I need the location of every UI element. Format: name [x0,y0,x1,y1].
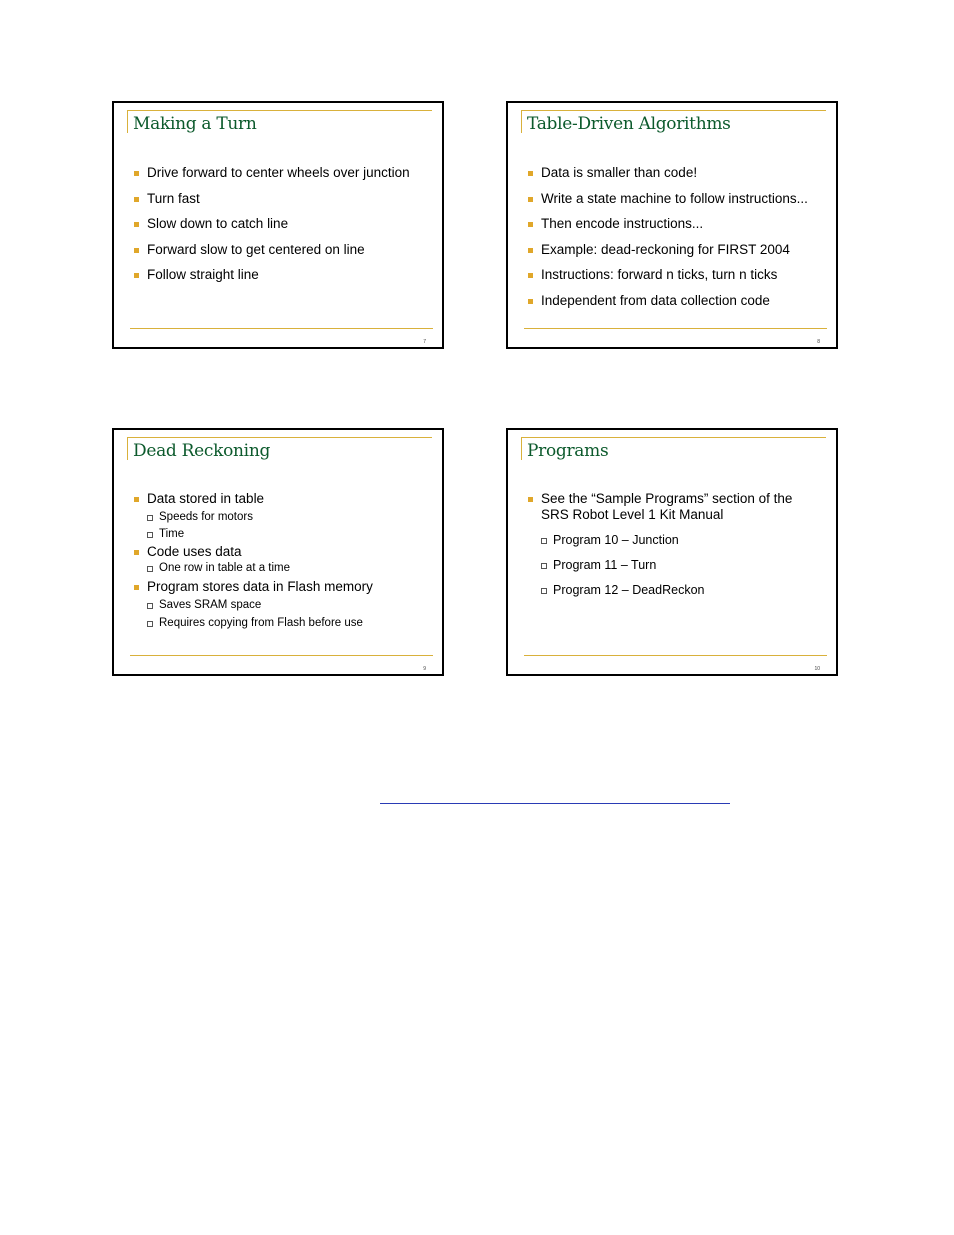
list-item: Example: dead-reckoning for FIRST 2004 [528,242,808,258]
list-item: Code uses data One row in table at a time [134,544,373,576]
title-rule [127,110,432,111]
hollow-square-bullet-icon [541,538,547,544]
bullet-square-icon [134,248,139,253]
bullet-square-icon [134,197,139,202]
sub-list-item: Time [147,527,373,542]
page-number: 9 [423,666,426,672]
sub-list [147,561,373,576]
hollow-square-bullet-icon [147,566,153,572]
sub-list [147,510,373,542]
sub-list-item: Program 12 – DeadReckon [541,583,792,598]
notes-line [380,803,730,804]
title-rule-vertical [127,437,128,460]
title-rule [127,437,432,438]
sub-list [147,598,373,631]
bullet-square-icon [528,222,533,227]
hollow-square-bullet-icon [541,588,547,594]
bullet-square-icon [134,585,139,590]
hollow-square-bullet-icon [147,603,153,609]
page-number: 7 [423,339,426,345]
footer-rule [524,655,827,656]
hollow-square-bullet-icon [147,515,153,521]
bullet-square-icon [528,497,533,502]
bullet-list [134,491,373,631]
hollow-square-bullet-icon [541,563,547,569]
sub-list-item: Program 11 – Turn [541,558,792,573]
title-rule-vertical [127,110,128,133]
title-rule-vertical [521,437,522,460]
list-item: Data is smaller than code! [528,165,808,181]
title-rule [521,110,826,111]
slide-title: Table-Driven Algorithms [527,114,731,134]
bullet-square-icon [528,299,533,304]
list-item: Forward slow to get centered on line [134,242,410,258]
list-item: Drive forward to center wheels over junction [134,165,410,181]
footer-rule [130,655,433,656]
bullet-list [528,491,792,598]
bullet-list [528,165,808,309]
bullet-square-icon [528,273,533,278]
bullet-square-icon [134,550,139,555]
list-item: Turn fast [134,191,410,207]
list-item: Follow straight line [134,267,410,283]
list-item: Slow down to catch line [134,216,410,232]
list-item: Instructions: forward n ticks, turn n ticks [528,267,808,283]
slide-making-a-turn [112,101,444,349]
footer-rule [524,328,827,329]
bullet-square-icon [134,497,139,502]
slide-title: Dead Reckoning [133,441,271,461]
bullet-square-icon [528,197,533,202]
slide-title: Programs [527,441,609,461]
sub-list-item: Requires copying from Flash before use [147,616,373,631]
slide-table-driven-algorithms [506,101,838,349]
list-item: See the “Sample Programs” section of the SRS Robot Level 1 Kit Manual Program 10 – Junction Program 11 – Turn Program 12 – DeadReckon [528,491,792,598]
slide-dead-reckoning [112,428,444,676]
slide-programs [506,428,838,676]
list-item: Then encode instructions... [528,216,808,232]
bullet-list [134,165,410,283]
sub-list-item: One row in table at a time [147,561,373,576]
bullet-square-icon [528,248,533,253]
page-number: 8 [817,339,820,345]
sub-list-item: Saves SRAM space [147,598,373,613]
page-number: 10 [814,666,820,672]
bullet-square-icon [528,171,533,176]
bullet-square-icon [134,171,139,176]
bullet-square-icon [134,273,139,278]
slide-title: Making a Turn [133,114,257,134]
title-rule-vertical [521,110,522,133]
bullet-square-icon [134,222,139,227]
list-item: Data stored in table Speeds for motors Time [134,491,373,542]
hollow-square-bullet-icon [147,621,153,627]
list-item: Independent from data collection code [528,293,808,309]
list-item: Write a state machine to follow instructions... [528,191,808,207]
sub-list-item: Program 10 – Junction [541,533,792,548]
sub-list-item: Speeds for motors [147,510,373,525]
hollow-square-bullet-icon [147,532,153,538]
list-item: Program stores data in Flash memory Saves SRAM space Requires copying from Flash before use [134,579,373,631]
title-rule [521,437,826,438]
sub-list [541,533,792,598]
footer-rule [130,328,433,329]
